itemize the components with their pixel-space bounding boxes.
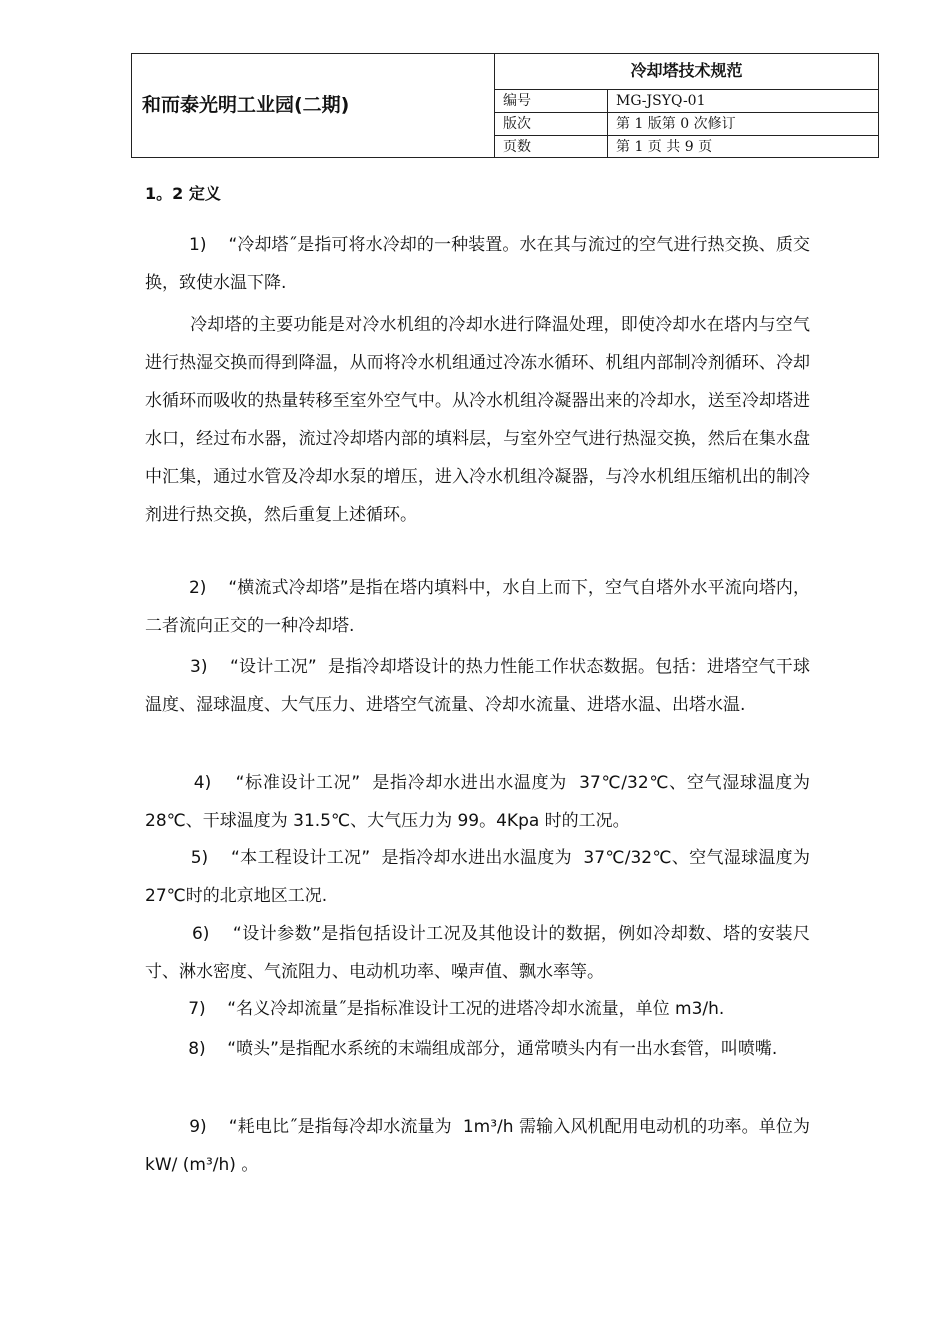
project-name: 和而泰光明工业园(二期) (142, 94, 350, 116)
document-header-table (131, 53, 879, 158)
section-heading: 1。2 定义 (145, 184, 221, 203)
paragraph-def-2: 2) “横流式冷却塔”是指在塔内填料中，水自上而下，空气自塔外水平流向塔内，二者流向正交的一种冷却塔. (145, 578, 810, 636)
paragraph-def-9: 9) “耗电比˝是指每冷却水流量为 1m³/h 需输入风机配用电动机的功率。单位为 kW/ (m³/h) 。 (145, 1117, 816, 1175)
paragraph-def-4: 4) “标准设计工况” 是指冷却水进出水温度为 37℃/32℃、空气湿球温度为 28℃、干球温度为 31.5℃、大气压力为 99。4Kpa 时的工况。 (145, 773, 816, 831)
paragraph-def-1: 1) “冷却塔˝是指可将水冷却的一种装置。水在其与流过的空气进行热交换、质交换，致使水温下降. (145, 235, 810, 293)
document-title: 冷却塔技术规范 (495, 54, 878, 90)
header-value: 第 1 页 共 9 页 (616, 139, 713, 155)
header-value: 第 1 版第 0 次修订 (616, 116, 736, 132)
project-cell (132, 54, 495, 157)
paragraph-def-7: 7) “名义冷却流量˝是指标准设计工况的进塔冷却水流量，单位 m3/h. (145, 999, 725, 1019)
paragraph-def-5: 5) “本工程设计工况” 是指冷却水进出水温度为 37℃/32℃、空气湿球温度为 27℃时的北京地区工况. (145, 848, 816, 906)
header-label: 页数 (495, 136, 608, 158)
header-row-number (495, 90, 878, 113)
paragraph-def-3: 3) “设计工况” 是指冷却塔设计的热力性能工作状态数据。包括：进塔空气干球温度、湿球温度、大气压力、进塔空气流量、冷却水流量、进塔水温、出塔水温. (145, 657, 811, 715)
header-label: 版次 (495, 113, 608, 135)
paragraph-cooling-tower-function: 冷却塔的主要功能是对冷水机组的冷却水进行降温处理，即使冷却水在塔内与空气进行热湿交换而得到降温，从而将冷水机组通过冷冻水循环、机组内部制冷剂循环、冷却水循环而吸收的热量转移至室外空气中。从冷水机组冷凝器出来的冷却水，送至冷却塔进水口，经过布水器，流过冷却塔内部的填料层，与室外空气进行热湿交换，然后在集水盘中汇集，通过水管及冷却水泵的增压，进入冷水机组冷凝器，与冷水机组压缩机出的制冷剂进行热交换，然后重复上述循环。 (145, 315, 811, 525)
header-row-pages (495, 136, 878, 159)
header-label: 编号 (495, 90, 608, 112)
header-row-revision (495, 113, 878, 136)
paragraph-def-8: 8) “喷头”是指配水系统的末端组成部分，通常喷头内有一出水套管，叫喷嘴. (145, 1039, 778, 1059)
header-value: MG-JSYQ-01 (616, 93, 706, 109)
paragraph-def-6: 6) “设计参数”是指包括设计工况及其他设计的数据，例如冷却数、塔的安装尺寸、淋水密度、气流阻力、电动机功率、噪声值、飘水率等。 (145, 924, 810, 982)
